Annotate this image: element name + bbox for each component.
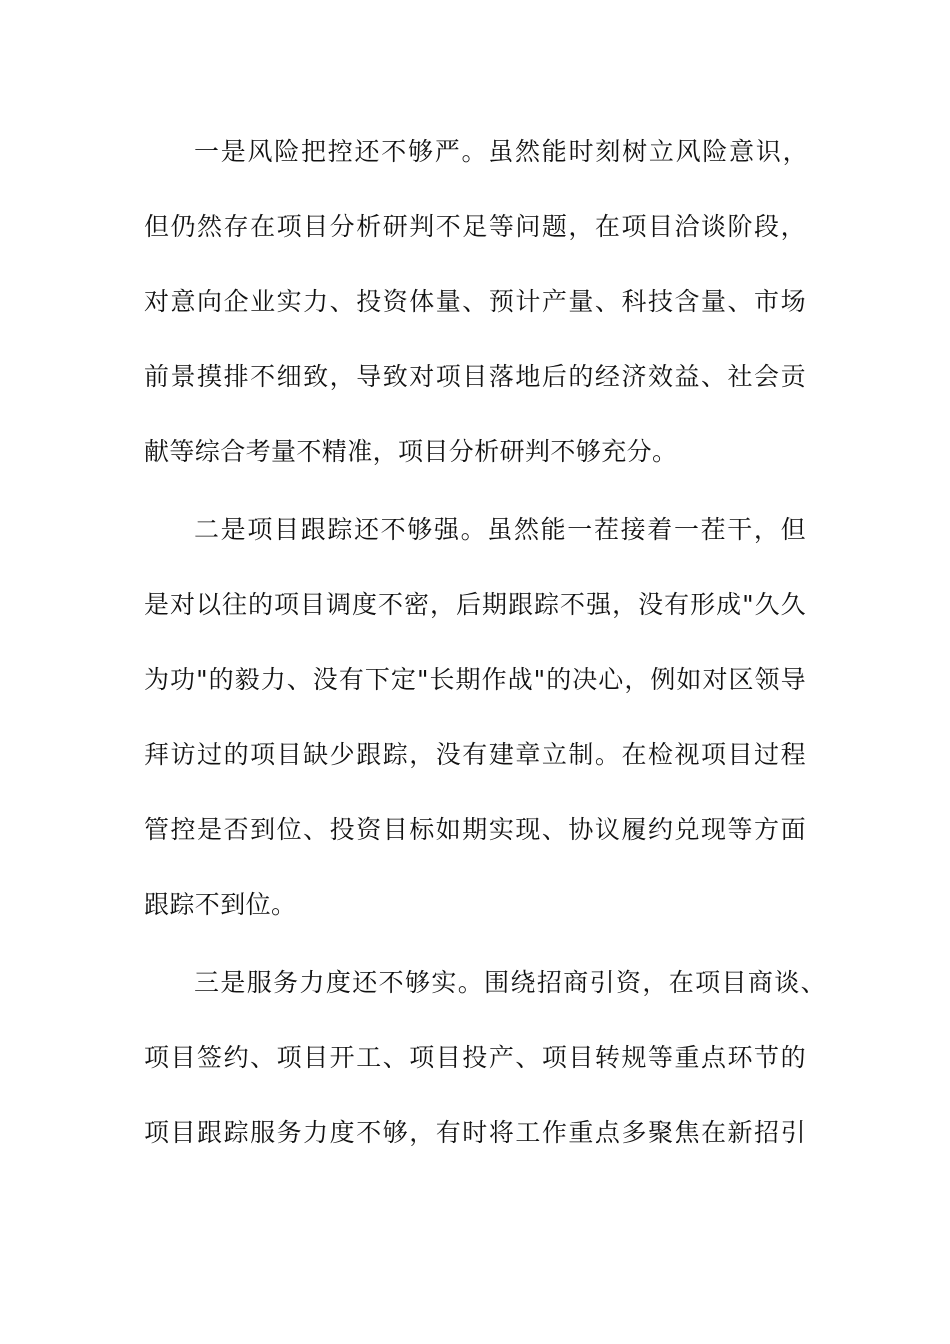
paragraph-line: 为功"的毅力、没有下定"长期作战"的决心，例如对区领导 <box>144 665 806 694</box>
paragraph-line: 跟踪不到位。 <box>144 890 297 919</box>
paragraph-line: 一是风险把控还不够严。虽然能时刻树立风险意识， <box>194 137 808 166</box>
paragraph-line: 拜访过的项目缺少跟踪，没有建章立制。在检视项目过程 <box>144 740 806 769</box>
paragraph-line: 但仍然存在项目分析研判不足等问题，在项目洽谈阶段， <box>144 212 806 241</box>
paragraph-line: 二是项目跟踪还不够强。虽然能一茬接着一茬干，但 <box>194 515 806 544</box>
paragraph-line: 是对以往的项目调度不密，后期跟踪不强，没有形成"久久 <box>144 590 806 619</box>
paragraph-line: 三是服务力度还不够实。围绕招商引资，在项目商谈、 <box>194 968 826 997</box>
paragraph-line: 项目跟踪服务力度不够，有时将工作重点多聚焦在新招引 <box>144 1118 806 1147</box>
paragraph-line: 项目签约、项目开工、项目投产、项目转规等重点环节的 <box>144 1043 806 1072</box>
paragraph-line: 管控是否到位、投资目标如期实现、协议履约兑现等方面 <box>144 815 806 844</box>
paragraph-line: 对意向企业实力、投资体量、预计产量、科技含量、市场 <box>144 287 806 316</box>
paragraph-line: 前景摸排不细致，导致对项目落地后的经济效益、社会贡 <box>144 362 806 391</box>
paragraph-line: 献等综合考量不精准，项目分析研判不够充分。 <box>144 437 678 466</box>
